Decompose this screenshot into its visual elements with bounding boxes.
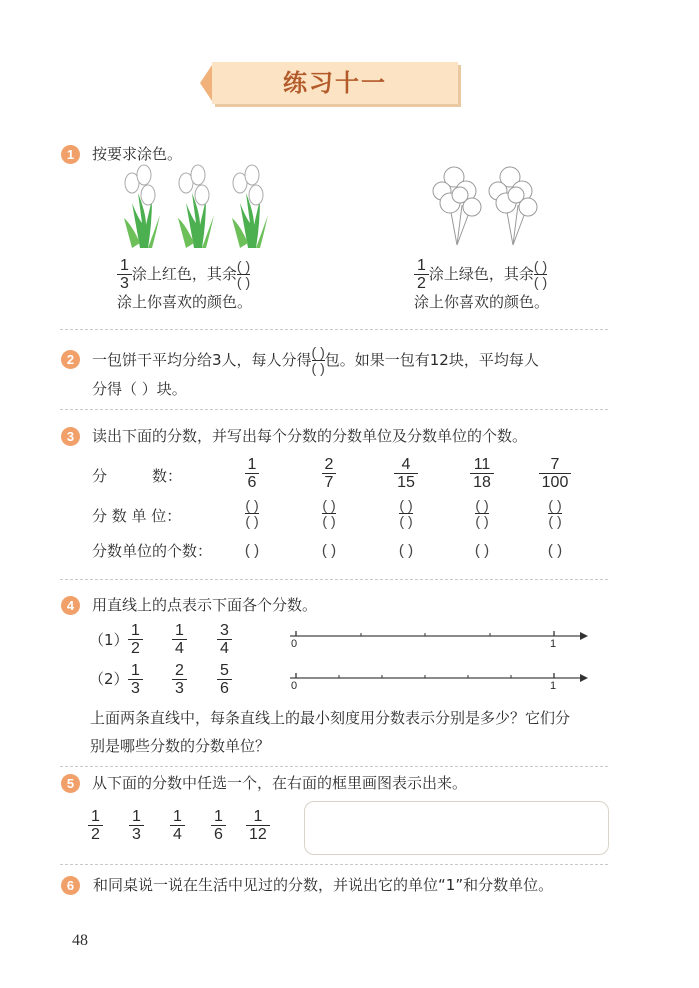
q1-prompt: 按要求涂色。 xyxy=(92,145,183,163)
number-line-end-label: 1 xyxy=(550,638,557,650)
unit-answer-blank[interactable]: $\frac{( )}{( )}$ xyxy=(399,497,413,529)
fraction: $\frac{1}{2}$ xyxy=(414,257,429,292)
q3-fraction: $\frac{7}{100}$ xyxy=(533,456,577,491)
q1-right-line2: 涂上你喜欢的颜色。 xyxy=(414,293,550,311)
q4-fraction: $\frac{3}{4}$ xyxy=(217,622,232,657)
unit-answer-blank[interactable]: $\frac{( )}{( )}$ xyxy=(548,497,562,529)
q4-fraction: $\frac{2}{3}$ xyxy=(172,662,187,697)
question-number-1: 1 xyxy=(61,145,80,164)
q4-fraction: $\frac{1}{2}$ xyxy=(128,622,143,657)
q2-line2: 分得（ ）块。 xyxy=(92,380,187,398)
q4-followup-line2: 别是哪些分数的分数单位？ xyxy=(90,737,271,755)
q6-prompt: 和同桌说一说在生活中见过的分数，并说出它的单位“1”和分数单位。 xyxy=(93,876,554,894)
q3-fraction: $\frac{1}{6}$ xyxy=(232,456,272,491)
unit-answer-blank[interactable]: $\frac{( )}{( )}$ xyxy=(475,497,489,529)
tulip-bouquets-image xyxy=(118,163,280,253)
question-number-5: 5 xyxy=(61,774,80,793)
number-line-start-label: 0 xyxy=(291,680,298,692)
row-label-count: 分数单位的个数： xyxy=(92,542,213,560)
q3-fraction: $\frac{2}{7}$ xyxy=(309,456,349,491)
q3-fraction: $\frac{11}{18}$ xyxy=(462,456,502,491)
q3-fraction: $\frac{4}{15}$ xyxy=(386,456,426,491)
q2-line1: 一包饼干平均分给3人，每人分得 $\frac{( )}{( )}$ 包。如果一包有12块，平均每人 xyxy=(92,344,539,376)
section-divider xyxy=(60,409,608,410)
q4-followup-line1: 上面两条直线中，每条直线上的最小刻度用分数表示分别是多少？它们分 xyxy=(90,709,571,727)
drawing-box[interactable] xyxy=(304,801,609,855)
unit-answer-blank[interactable]: $\frac{( )}{( )}$ xyxy=(322,497,336,529)
q4-fraction: $\frac{1}{4}$ xyxy=(172,622,187,657)
question-number-3: 3 xyxy=(61,427,80,446)
answer-blank-fraction[interactable]: $\frac{( )}{( )}$ xyxy=(533,258,548,290)
page-number: 48 xyxy=(72,932,88,949)
q4-group-label-2: （2） xyxy=(89,670,129,688)
count-answer-blank[interactable]: ( ) xyxy=(321,542,337,559)
balloon-icon xyxy=(433,167,481,245)
number-line-sixths[interactable] xyxy=(285,670,590,694)
q4-fraction: $\frac{5}{6}$ xyxy=(217,662,232,697)
question-number-4: 4 xyxy=(61,596,80,615)
section-divider xyxy=(60,579,608,580)
q5-fraction: $\frac{1}{12}$ xyxy=(246,808,270,843)
q3-prompt: 读出下面的分数，并写出每个分数的分数单位及分数单位的个数。 xyxy=(92,427,528,445)
count-answer-blank[interactable]: ( ) xyxy=(244,542,260,559)
q5-prompt: 从下面的分数中任选一个，在右面的框里画图表示出来。 xyxy=(92,774,468,792)
q4-fraction: $\frac{1}{3}$ xyxy=(128,662,143,697)
count-answer-blank[interactable]: ( ) xyxy=(474,542,490,559)
tulip-icon xyxy=(124,165,160,248)
q4-prompt: 用直线上的点表示下面各个分数。 xyxy=(92,596,318,614)
q5-fraction: $\frac{1}{6}$ xyxy=(211,808,226,843)
row-label-fraction: 分 数： xyxy=(92,467,183,485)
section-divider xyxy=(60,329,608,330)
section-divider xyxy=(60,864,608,865)
row-label-unit: 分 数 单 位： xyxy=(92,507,182,525)
number-line-end-label: 1 xyxy=(550,680,557,692)
count-answer-blank[interactable]: ( ) xyxy=(547,542,563,559)
balloon-bunches-image xyxy=(432,165,547,250)
question-number-6: 6 xyxy=(61,876,80,895)
number-line-quarters[interactable] xyxy=(285,628,590,652)
q1-left-line1: $\frac{1}{3}$ 涂上红色，其余 $\frac{( )}{( )}$ xyxy=(117,257,250,292)
fraction: $\frac{1}{3}$ xyxy=(117,257,132,292)
q1-left-line2: 涂上你喜欢的颜色。 xyxy=(117,293,253,311)
q1-right-line1: $\frac{1}{2}$ 涂上绿色，其余 $\frac{( )}{( )}$ xyxy=(414,257,547,292)
q5-fraction: $\frac{1}{2}$ xyxy=(88,808,103,843)
count-answer-blank[interactable]: ( ) xyxy=(398,542,414,559)
number-line-start-label: 0 xyxy=(291,638,298,650)
q4-group-label-1: （1） xyxy=(89,631,129,649)
question-number-2: 2 xyxy=(61,350,80,369)
section-divider xyxy=(60,766,608,767)
answer-blank-fraction[interactable]: $\frac{( )}{( )}$ xyxy=(311,344,325,376)
q5-fraction: $\frac{1}{3}$ xyxy=(129,808,144,843)
unit-answer-blank[interactable]: $\frac{( )}{( )}$ xyxy=(245,497,259,529)
answer-blank-fraction[interactable]: $\frac{( )}{( )}$ xyxy=(236,258,251,290)
page-title: 练习十一 xyxy=(283,68,387,97)
q5-fraction: $\frac{1}{4}$ xyxy=(170,808,185,843)
